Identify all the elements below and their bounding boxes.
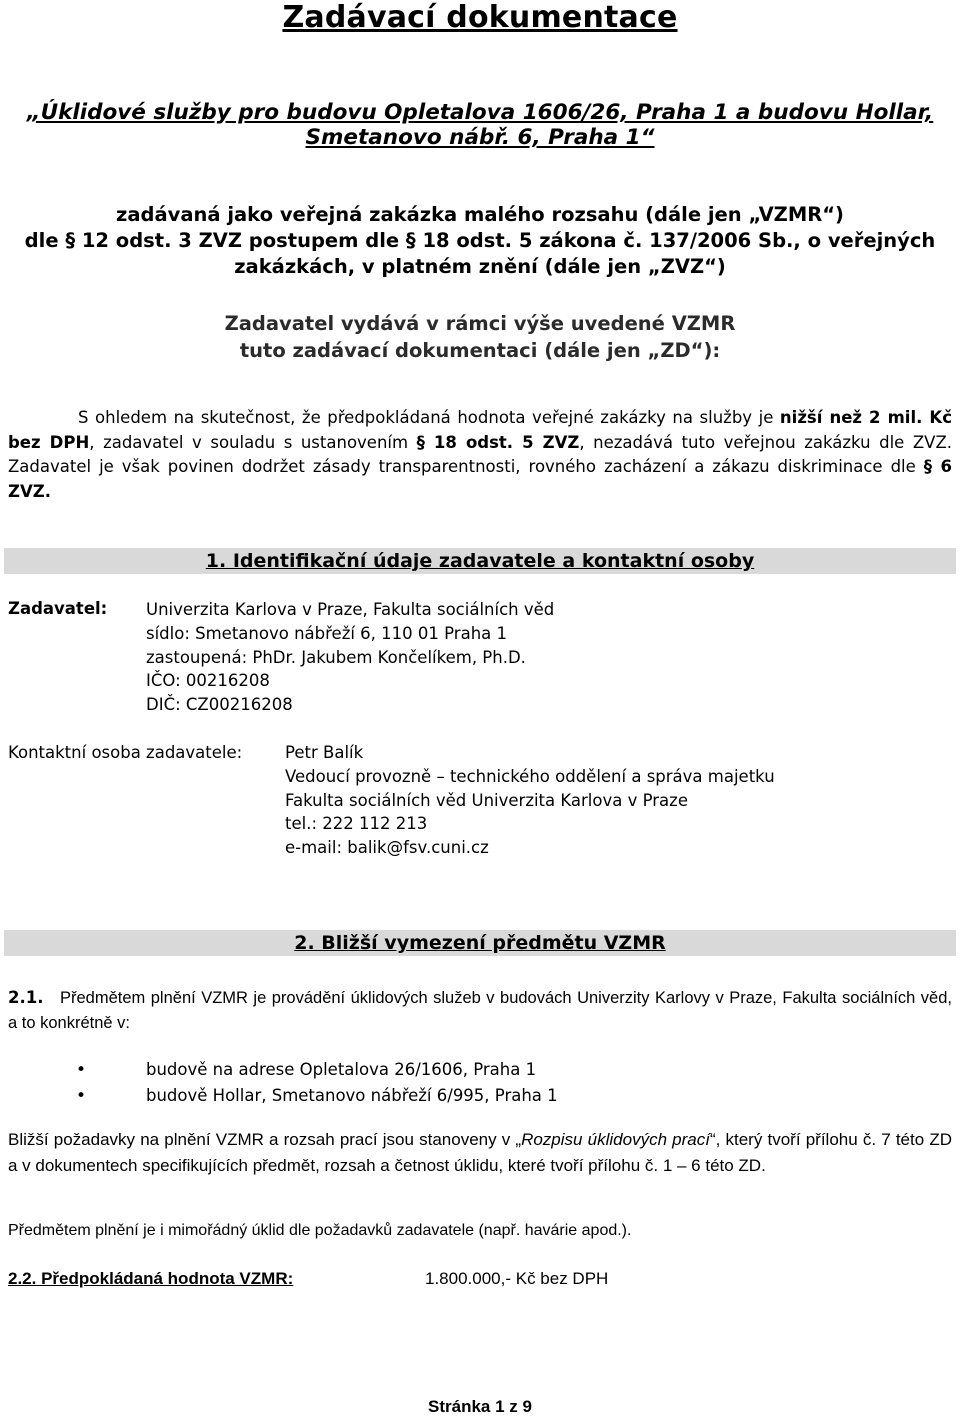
- intro-block: [20, 202, 940, 280]
- notice-text-c: , nezadává tuto veřejnou zakázku dle ZVZ. Zadavatel je však povinen dodržet zásady transparentnosti, rovného zacházení a zákazu diskriminace dle: [8, 432, 952, 476]
- zadavatel-line: DIČ: CZ00216208: [146, 695, 293, 715]
- bullet-icon: •: [76, 1060, 87, 1080]
- contact-email: e-mail: balik@fsv.cuni.cz: [285, 838, 489, 858]
- list-item: [0, 1057, 960, 1083]
- contact-line: Petr Balík: [285, 743, 364, 762]
- zadavatel-label: Zadavatel:: [8, 599, 108, 618]
- list-item-text: budově Hollar, Smetanovo nábřeží 6/995, Praha 1: [146, 1086, 558, 1105]
- requirements-paragraph: [8, 1127, 952, 1178]
- section-2-title: 2. Bližší vymezení předmětu VZMR: [294, 932, 666, 954]
- contact-line: Vedoucí provozně – technického oddělení a správa majetku: [285, 766, 775, 786]
- paragraph-2-1: [8, 986, 952, 1035]
- document-title: Zadávací dokumentace: [282, 0, 678, 35]
- intro-line-2: dle § 12 odst. 3 ZVZ postupem dle § 18 odst. 5 zákona č. 137/2006 Sb., o veřejných: [24, 229, 936, 252]
- subject-line-1: „Úklidové služby pro budovu Opletalova 1606/26, Praha 1 a budovu Hollar,: [26, 100, 934, 125]
- notice-paragraph: [8, 406, 952, 504]
- zadavatel-line: sídlo: Smetanovo nábřeží 6, 110 01 Praha 1: [146, 623, 508, 643]
- requirements-italic: Rozpisu úklidových prací: [521, 1130, 710, 1149]
- zadavatel-line: Univerzita Karlova v Praze, Fakulta sociálních věd: [146, 600, 555, 619]
- issuer-line-1: Zadavatel vydává v rámci výše uvedené VZMR: [224, 312, 736, 335]
- contact-details: [285, 741, 775, 860]
- bullet-icon: •: [76, 1086, 87, 1106]
- contact-line: tel.: 222 112 213: [285, 814, 428, 834]
- requirements-text-b: “, který tvoří přílohu č. 7 této ZD a v dokumentech specifikujících předmět, rozsah a četnost úklidu, které tvoří přílohu č. 1 – 6 této ZD.: [8, 1130, 952, 1175]
- estimated-value-label: 2.2. Předpokládaná hodnota VZMR:: [8, 1269, 294, 1288]
- page-number: Stránka 1 z 9: [428, 1397, 532, 1416]
- zadavatel-line: IČO: 00216208: [146, 671, 270, 691]
- paragraph-2-1-text: Předmětem plnění VZMR je provádění úklidových služeb v budovách Univerzity Karlovy v Praze, Fakulta sociálních věd, a to konkrétně v:: [8, 989, 952, 1032]
- paragraph-2-1-number: 2.1.: [8, 988, 44, 1007]
- notice-bold-a: nižší než 2 mil. Kč bez DPH: [8, 408, 952, 452]
- subject-line-2: Smetanovo nábř. 6, Praha 1“: [305, 125, 655, 150]
- notice-bold-c: § 6 ZVZ.: [8, 457, 952, 501]
- intro-line-3: zakázkách, v platném znění (dále jen „ZVZ“): [234, 255, 726, 278]
- zadavatel-line: zastoupená: PhDr. Jakubem Končelíkem, Ph.D.: [146, 647, 526, 667]
- requirements-text-a: Bližší požadavky na plnění VZMR a rozsah prací jsou stanoveny v „: [8, 1130, 522, 1149]
- issuer-line-2: tuto zadávací dokumentaci (dále jen „ZD“):: [239, 339, 721, 362]
- building-list: [0, 1057, 960, 1109]
- contact-label: Kontaktní osoba zadavatele:: [8, 743, 243, 762]
- zadavatel-details: [146, 598, 554, 717]
- notice-text-a: S ohledem na skutečnost, že předpokládaná hodnota veřejné zakázky na služby je: [78, 408, 780, 427]
- contact-line: Fakulta sociálních věd Univerzita Karlova v Praze: [285, 790, 688, 810]
- issuer-statement: [20, 310, 940, 364]
- list-item: [0, 1083, 960, 1109]
- section-1-title: 1. Identifikační údaje zadavatele a kontaktní osoby: [205, 550, 755, 572]
- notice-text-b: , zadavatel v souladu s ustanovením: [89, 432, 417, 452]
- contract-subject: [20, 100, 940, 150]
- list-item-text: budově na adrese Opletalova 26/1606, Praha 1: [146, 1060, 537, 1079]
- extraordinary-cleaning-note: Předmětem plnění je i mimořádný úklid dle požadavků zadavatele (např. havárie apod.).: [8, 1222, 632, 1239]
- intro-line-1: zadávaná jako veřejná zakázka malého rozsahu (dále jen „VZMR“): [116, 203, 844, 226]
- estimated-value: 1.800.000,- Kč bez DPH: [425, 1269, 609, 1288]
- notice-bold-b: § 18 odst. 5 ZVZ: [416, 432, 580, 452]
